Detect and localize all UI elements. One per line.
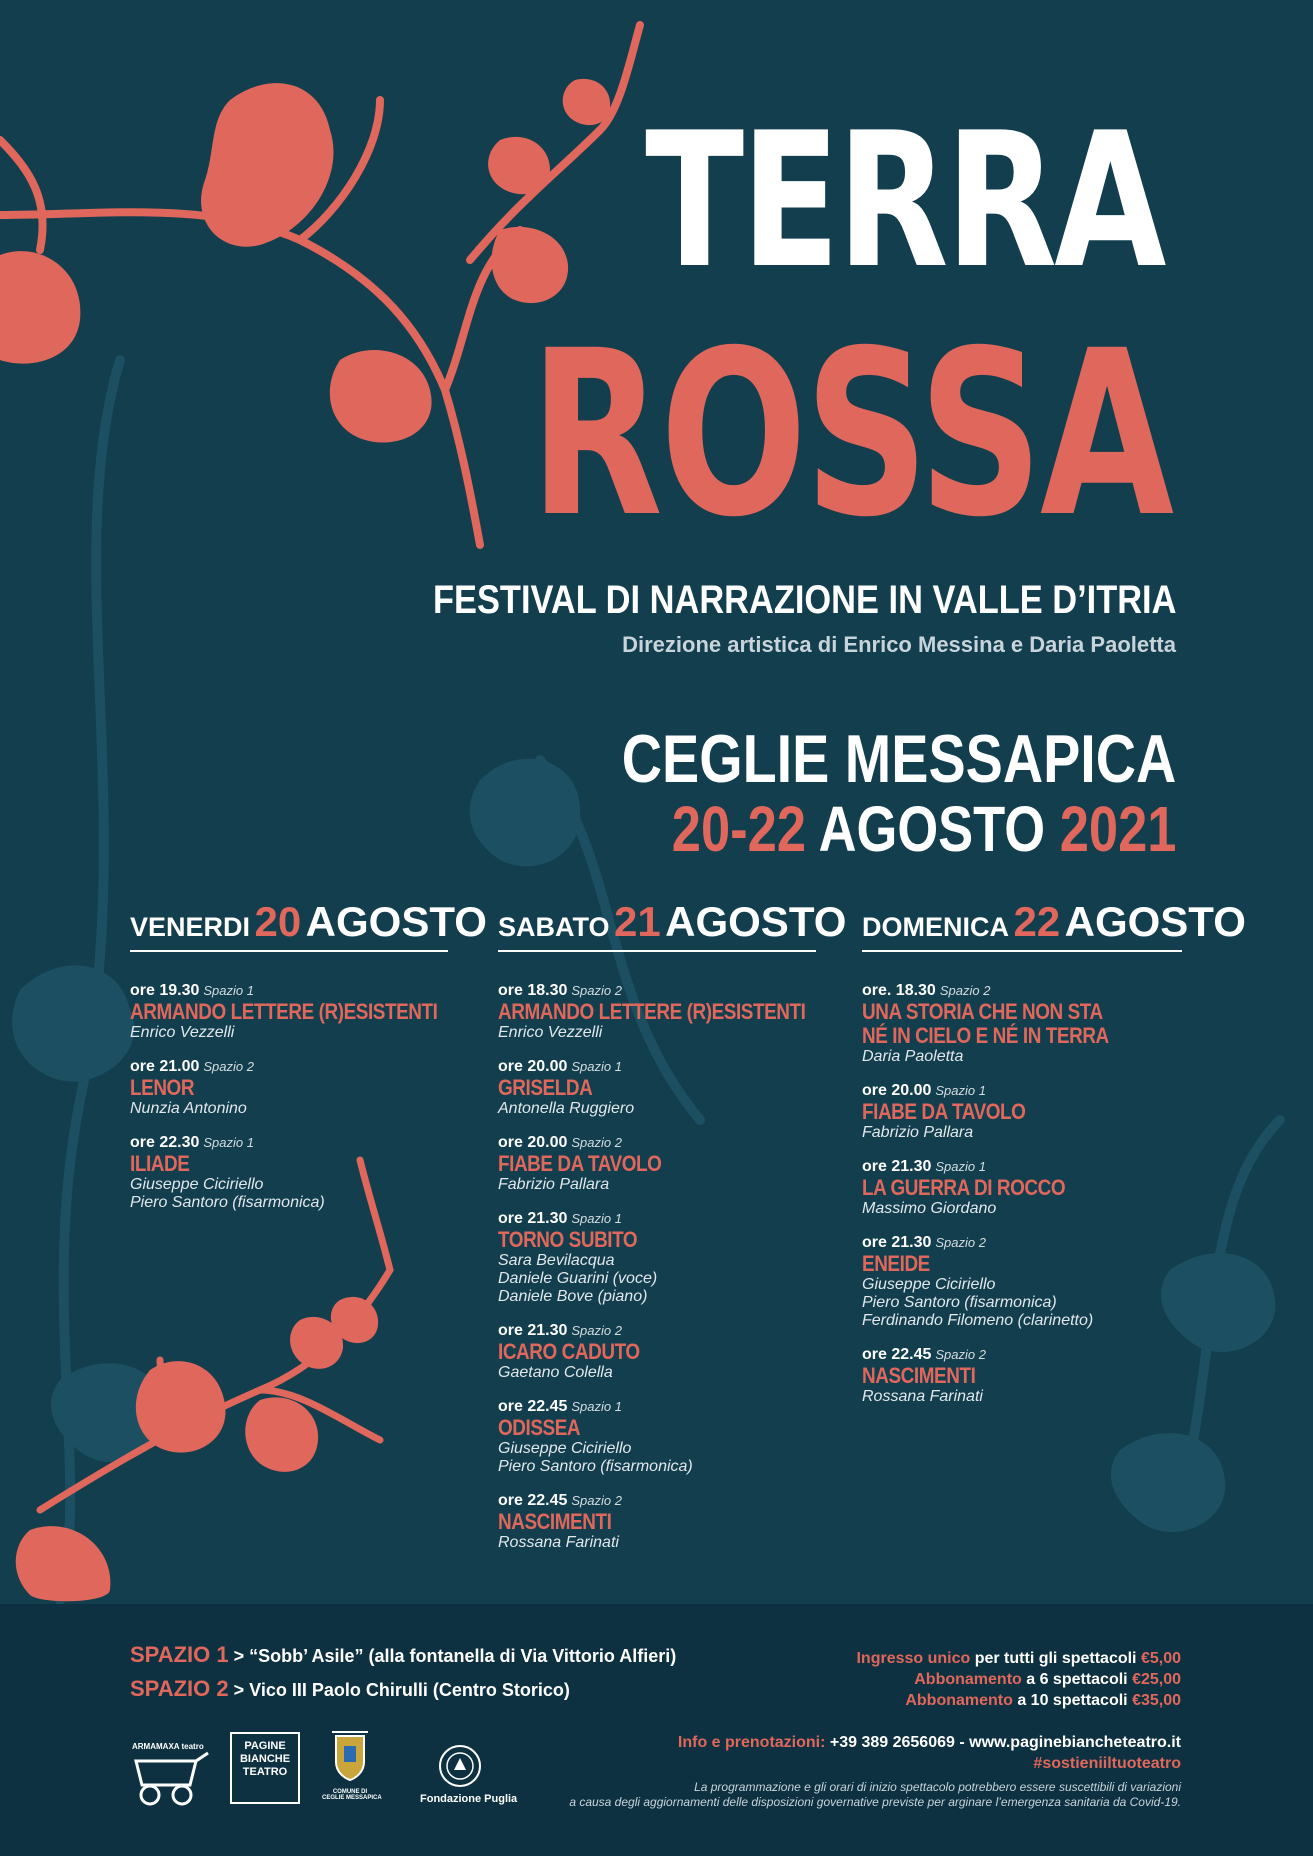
venue-label: SPAZIO 1	[130, 1642, 229, 1667]
event-performer: Gaetano Colella	[498, 1364, 613, 1381]
event-time-row	[498, 1210, 816, 1228]
event-time-row	[862, 982, 1182, 1000]
day-number: 20	[254, 898, 302, 945]
event-performer: Daniele Bove (piano)	[498, 1288, 648, 1305]
event-title: ICARO CADUTO	[498, 1339, 640, 1364]
event-performer: Massimo Giordano	[862, 1200, 997, 1217]
event-time-row	[498, 1134, 816, 1152]
event-title: UNA STORIA CHE NON STA	[862, 999, 1103, 1024]
event-space: Spazio 2	[571, 1135, 622, 1150]
price-list	[856, 1648, 1181, 1711]
event-item	[862, 982, 1182, 1066]
event-title: FIABE DA TAVOLO	[498, 1151, 662, 1176]
price-row: Abbonamento a 10 spettacoli €35,00	[905, 1692, 1181, 1709]
venue-spazio-2	[130, 1676, 570, 1702]
event-title: FIABE DA TAVOLO	[862, 1099, 1026, 1124]
event-performer: Giuseppe Ciciriello	[130, 1176, 264, 1193]
event-space: Spazio 1	[571, 1399, 622, 1414]
event-space: Spazio 2	[935, 1347, 986, 1362]
day-column-sunday	[862, 898, 1246, 1422]
event-item	[498, 982, 816, 1042]
event-time: ore 21.00	[130, 1058, 200, 1075]
day-number: 21	[613, 898, 661, 945]
date-month: AGOSTO	[818, 793, 1045, 865]
event-time: ore 21.30	[862, 1158, 932, 1175]
fondazione-puglia-logo: Fondazione Puglia	[420, 1744, 500, 1814]
event-time: ore 21.30	[498, 1322, 568, 1339]
event-space: Spazio 2	[571, 983, 622, 998]
event-space: Spazio 2	[571, 1323, 622, 1338]
city-name: CEGLIE MESSAPICA	[621, 721, 1176, 797]
info-label: Info e prenotazioni:	[677, 1734, 826, 1751]
event-title: GRISELDA	[498, 1075, 593, 1100]
event-performer: Enrico Vezzelli	[498, 1024, 603, 1041]
armamaxa-logo: ARMAMAXA teatro	[132, 1742, 212, 1812]
event-time: ore 21.30	[862, 1234, 932, 1251]
event-item	[498, 1322, 816, 1382]
venue-address: > Vico III Paolo Chirulli (Centro Storico)	[233, 1680, 570, 1700]
event-time: ore 20.00	[498, 1134, 568, 1151]
contact-info	[678, 1732, 1181, 1774]
event-space: Spazio 2	[939, 983, 991, 998]
day-header	[130, 898, 487, 952]
event-time: ore 22.30	[130, 1134, 200, 1151]
event-title: NASCIMENTI	[498, 1509, 612, 1534]
event-performer: Piero Santoro (fisarmonica)	[862, 1294, 1057, 1311]
event-list	[498, 982, 816, 1552]
event-time-row	[130, 1058, 448, 1076]
day-month: AGOSTO	[305, 898, 487, 945]
event-title: NASCIMENTI	[862, 1363, 976, 1388]
event-time: ore 22.45	[498, 1398, 568, 1415]
event-time-row	[498, 1322, 816, 1340]
event-title: ENEIDE	[862, 1251, 930, 1276]
event-time: ore 22.45	[862, 1346, 932, 1363]
event-space: Spazio 1	[571, 1059, 622, 1074]
venue-spazio-1	[130, 1642, 676, 1668]
event-time-row	[130, 982, 448, 1000]
event-item	[498, 1058, 816, 1118]
event-space: Spazio 2	[203, 1059, 254, 1074]
event-performer: Piero Santoro (fisarmonica)	[130, 1194, 325, 1211]
venue-label: SPAZIO 2	[130, 1676, 229, 1701]
footer	[0, 1604, 1313, 1856]
event-performer: Daniele Guarini (voce)	[498, 1270, 658, 1287]
event-title: LA GUERRA DI ROCCO	[862, 1175, 1066, 1200]
event-title: ILIADE	[130, 1151, 190, 1176]
event-space: Spazio 1	[571, 1211, 622, 1226]
event-item	[130, 1134, 448, 1212]
title-rossa: ROSSA	[529, 301, 1171, 567]
event-space: Spazio 1	[935, 1159, 986, 1174]
day-month: AGOSTO	[1064, 898, 1246, 945]
venue-address: > “Sobb’ Asile” (alla fontanella di Via Vittorio Alfieri)	[233, 1646, 677, 1666]
event-item	[498, 1398, 816, 1476]
event-performer: Piero Santoro (fisarmonica)	[498, 1458, 693, 1475]
event-performer: Rossana Farinati	[498, 1534, 619, 1551]
comune-logo: COMUNE DI CEGLIE MESSAPICA	[322, 1728, 378, 1812]
event-time: ore 22.45	[498, 1492, 568, 1509]
event-item	[862, 1346, 1182, 1406]
day-weekday: DOMENICA	[862, 912, 1009, 942]
day-column-friday	[130, 898, 487, 1228]
event-performer: Giuseppe Ciciriello	[498, 1440, 632, 1457]
event-performer: Antonella Ruggiero	[498, 1100, 635, 1117]
event-space: Spazio 2	[935, 1235, 986, 1250]
event-title: ODISSEA	[498, 1415, 581, 1440]
festival-subtitle: FESTIVAL DI NARRAZIONE IN VALLE D’ITRIA	[432, 578, 1176, 622]
event-item	[862, 1082, 1182, 1142]
event-performer: Giuseppe Ciciriello	[862, 1276, 996, 1293]
event-item	[498, 1210, 816, 1306]
event-time-row	[498, 1058, 816, 1076]
event-performer: Sara Bevilacqua	[498, 1252, 615, 1269]
day-weekday: VENERDI	[130, 912, 251, 942]
day-header	[862, 898, 1246, 952]
event-item	[498, 1134, 816, 1194]
date-range: 20-22	[671, 793, 806, 865]
event-list	[862, 982, 1182, 1406]
event-title: ARMANDO LETTERE (R)ESISTENTI	[130, 999, 438, 1024]
coat-of-arms-icon	[322, 1728, 378, 1784]
cart-icon	[132, 1751, 212, 1807]
event-performer: Enrico Vezzelli	[130, 1024, 235, 1041]
price-row: Abbonamento a 6 spettacoli €25,00	[914, 1671, 1181, 1688]
event-time: ore 20.00	[498, 1058, 568, 1075]
event-list	[130, 982, 448, 1212]
day-weekday: SABATO	[498, 912, 610, 942]
event-time: ore 21.30	[498, 1210, 568, 1227]
event-title-line2: NÉ IN CIELO E NÉ IN TERRA	[862, 1023, 1109, 1048]
date-year: 2021	[1059, 793, 1176, 865]
price-row: Ingresso unico per tutti gli spettacoli €5,00	[856, 1650, 1181, 1667]
artistic-direction: Direzione artistica di Enrico Messina e Daria Paoletta	[622, 632, 1176, 657]
event-time-row	[862, 1346, 1182, 1364]
event-time: ore 19.30	[130, 982, 200, 999]
event-item	[862, 1158, 1182, 1218]
event-performer: Rossana Farinati	[862, 1388, 983, 1405]
event-time-row	[498, 1398, 816, 1416]
event-title: ARMANDO LETTERE (R)ESISTENTI	[498, 999, 806, 1024]
event-performer: Fabrizio Pallara	[862, 1124, 974, 1141]
event-space: Spazio 1	[203, 983, 254, 998]
event-space: Spazio 1	[935, 1083, 986, 1098]
event-space: Spazio 2	[571, 1493, 622, 1508]
event-time-row	[862, 1234, 1182, 1252]
pagine-bianche-logo: PAGINE BIANCHE TEATRO	[230, 1732, 300, 1804]
event-time-row	[862, 1158, 1182, 1176]
event-time: ore. 18.30	[862, 982, 936, 999]
event-time: ore 20.00	[862, 1082, 932, 1099]
event-item	[130, 1058, 448, 1118]
event-title: TORNO SUBITO	[498, 1227, 638, 1252]
festival-dates	[671, 792, 1176, 866]
event-item	[498, 1492, 816, 1552]
day-number: 22	[1013, 898, 1061, 945]
event-space: Spazio 1	[203, 1135, 254, 1150]
event-time-row	[498, 1492, 816, 1510]
title-terra: TERRA	[644, 92, 1163, 309]
event-time-row	[130, 1134, 448, 1152]
info-contacts[interactable]: +39 389 2656069 - www.paginebiancheteatro.it	[825, 1734, 1181, 1751]
disclaimer: La programmazione e gli orari di inizio spettacolo potrebbero essere suscettibili di variazioni a causa degli aggiornamenti delle disposizioni governative previste per arginare l’emergenza sanitaria da Covid-19.	[569, 1780, 1181, 1809]
event-performer: Nunzia Antonino	[130, 1100, 247, 1117]
event-time-row	[862, 1082, 1182, 1100]
event-time-row	[498, 982, 816, 1000]
event-performer: Daria Paoletta	[862, 1048, 964, 1065]
day-column-saturday	[498, 898, 847, 1568]
event-time: ore 18.30	[498, 982, 568, 999]
event-item	[862, 1234, 1182, 1330]
hashtag: #sostieniiltuoteatro	[1033, 1755, 1181, 1772]
event-performer: Ferdinando Filomeno (clarinetto)	[862, 1312, 1094, 1329]
event-performer: Fabrizio Pallara	[498, 1176, 610, 1193]
event-title: LENOR	[130, 1075, 195, 1100]
seal-icon	[420, 1744, 500, 1788]
day-header	[498, 898, 847, 952]
day-month: AGOSTO	[665, 898, 847, 945]
event-item	[130, 982, 448, 1042]
